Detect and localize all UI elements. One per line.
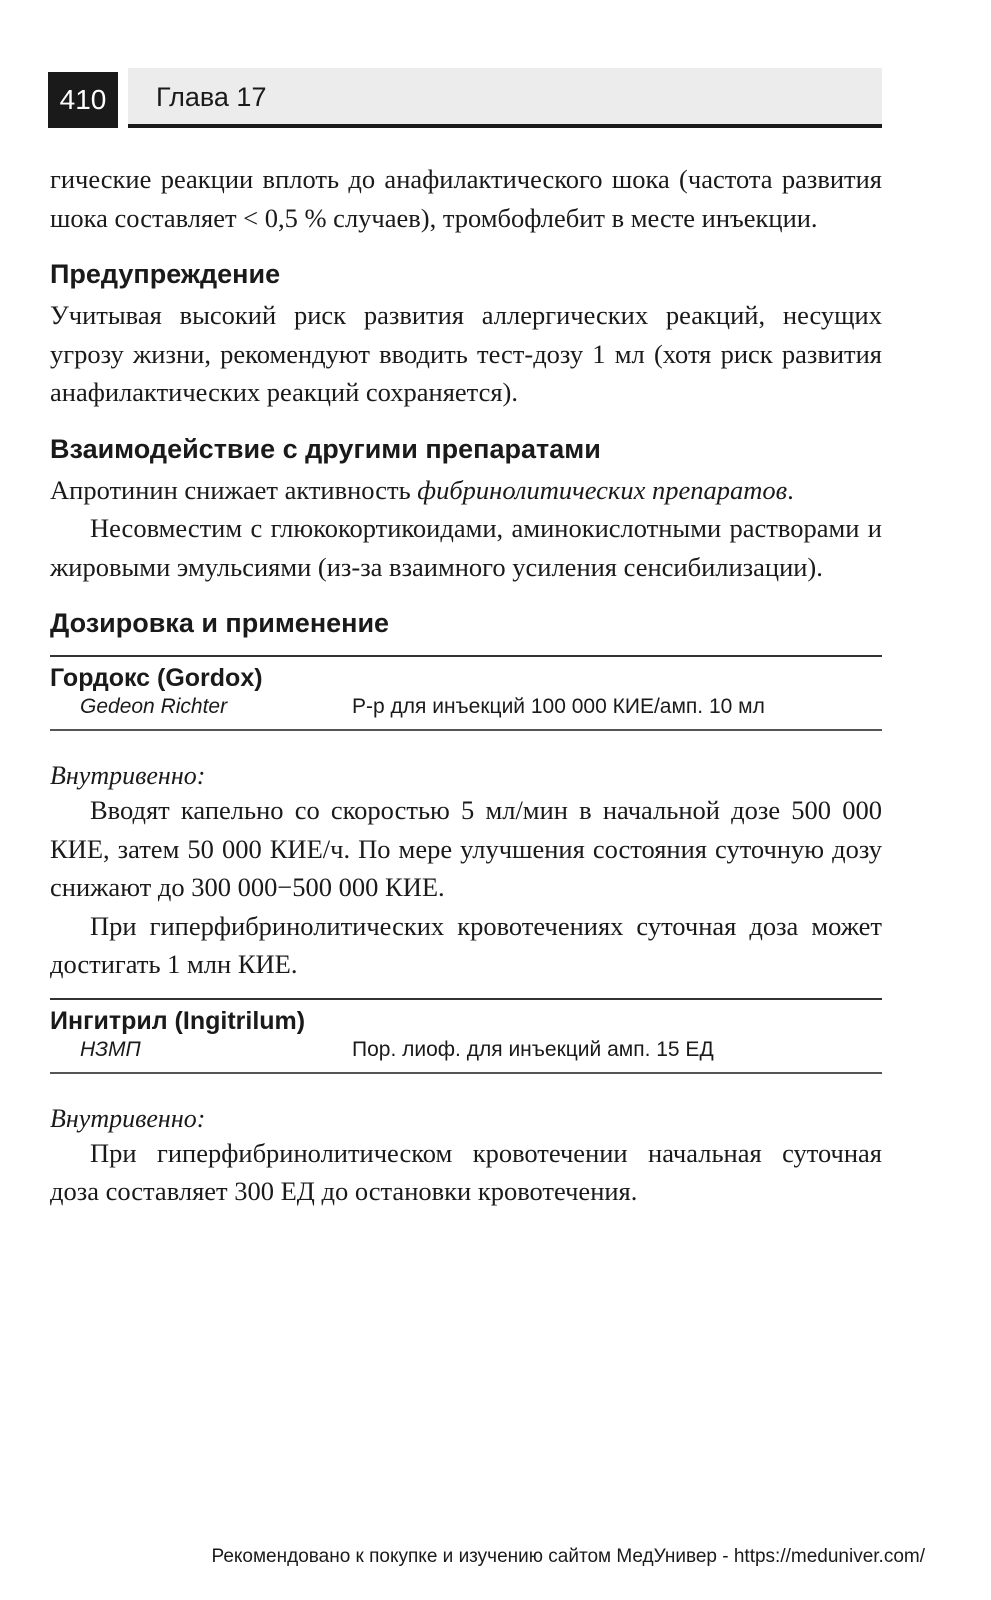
- drug-form: Пор. лиоф. для инъекций амп. 15 ЕД: [352, 1037, 714, 1061]
- drug-block-gordox: [50, 655, 882, 731]
- drug-manufacturer: Gedeon Richter: [80, 695, 228, 718]
- drug-name: Гордокс (Gordox): [50, 664, 263, 692]
- route-label: Внутривенно:: [50, 761, 206, 790]
- interaction-text-italic: фибринолитических препаратов: [417, 474, 788, 505]
- page-number: 410: [48, 72, 118, 128]
- interaction-heading: Взаимодействие с другими препаратами: [50, 433, 601, 464]
- warning-paragraph: Учитывая высокий риск развития аллергических реакций, несущих угрозу жизни, рекомендуют вводить тест-дозу 1 мл (хотя риск развития анафилактических реакций сохраняется).: [50, 300, 882, 407]
- drug-info-row: [50, 693, 882, 721]
- dosage-paragraph: Вводят капельно со скоростью 5 мл/мин в начальной дозе 500 000 КИЕ, затем 50 000 КИЕ/ч. По мере улучшения состояния суточную дозу снижают до 300 000−500 000 КИЕ.: [50, 795, 882, 902]
- page-header: [48, 68, 882, 130]
- warning-heading: Предупреждение: [50, 259, 281, 289]
- drug-info-row: [50, 1036, 882, 1064]
- intro-paragraph: гические реакции вплоть до анафилактического шока (частота развития шока составляет < 0,5 % случаев), тромбофлебит в месте инъекции.: [50, 164, 882, 233]
- drug-block-ingitril: [50, 998, 882, 1074]
- interaction-paragraph-1: [50, 471, 882, 510]
- drug-form: Р-р для инъекций 100 000 КИЕ/амп. 10 мл: [352, 695, 765, 718]
- dosage-heading: Дозировка и применение: [50, 608, 390, 638]
- route-label: Внутривенно:: [50, 1103, 206, 1133]
- dosage-paragraph: При гиперфибринолитическом кровотечении начальная суточная доза составляет 300 ЕД до остановки кровотечения.: [50, 1137, 882, 1206]
- drug-manufacturer: НЗМП: [80, 1037, 141, 1061]
- footer-note: Рекомендовано к покупке и изучению сайтом МедУнивер - https://meduniver.com/: [211, 1546, 925, 1567]
- interaction-text-start: Апротинин снижает активность: [50, 474, 418, 505]
- interaction-text-end: .: [787, 474, 794, 505]
- interaction-paragraph-2: Несовместим с глюкокортикоидами, аминокислотными растворами и жировыми эмульсиями (из-за взаимного усиления сенсибилизации).: [50, 513, 882, 582]
- drug-name: Ингитрил (Ingitrilum): [50, 1006, 306, 1035]
- page-content: [50, 160, 882, 1211]
- chapter-title: Глава 17: [156, 82, 267, 112]
- dosage-paragraph: При гиперфибринолитических кровотечениях суточная доза может достигать 1 млн КИЕ.: [50, 910, 882, 979]
- header-rule: [128, 124, 882, 128]
